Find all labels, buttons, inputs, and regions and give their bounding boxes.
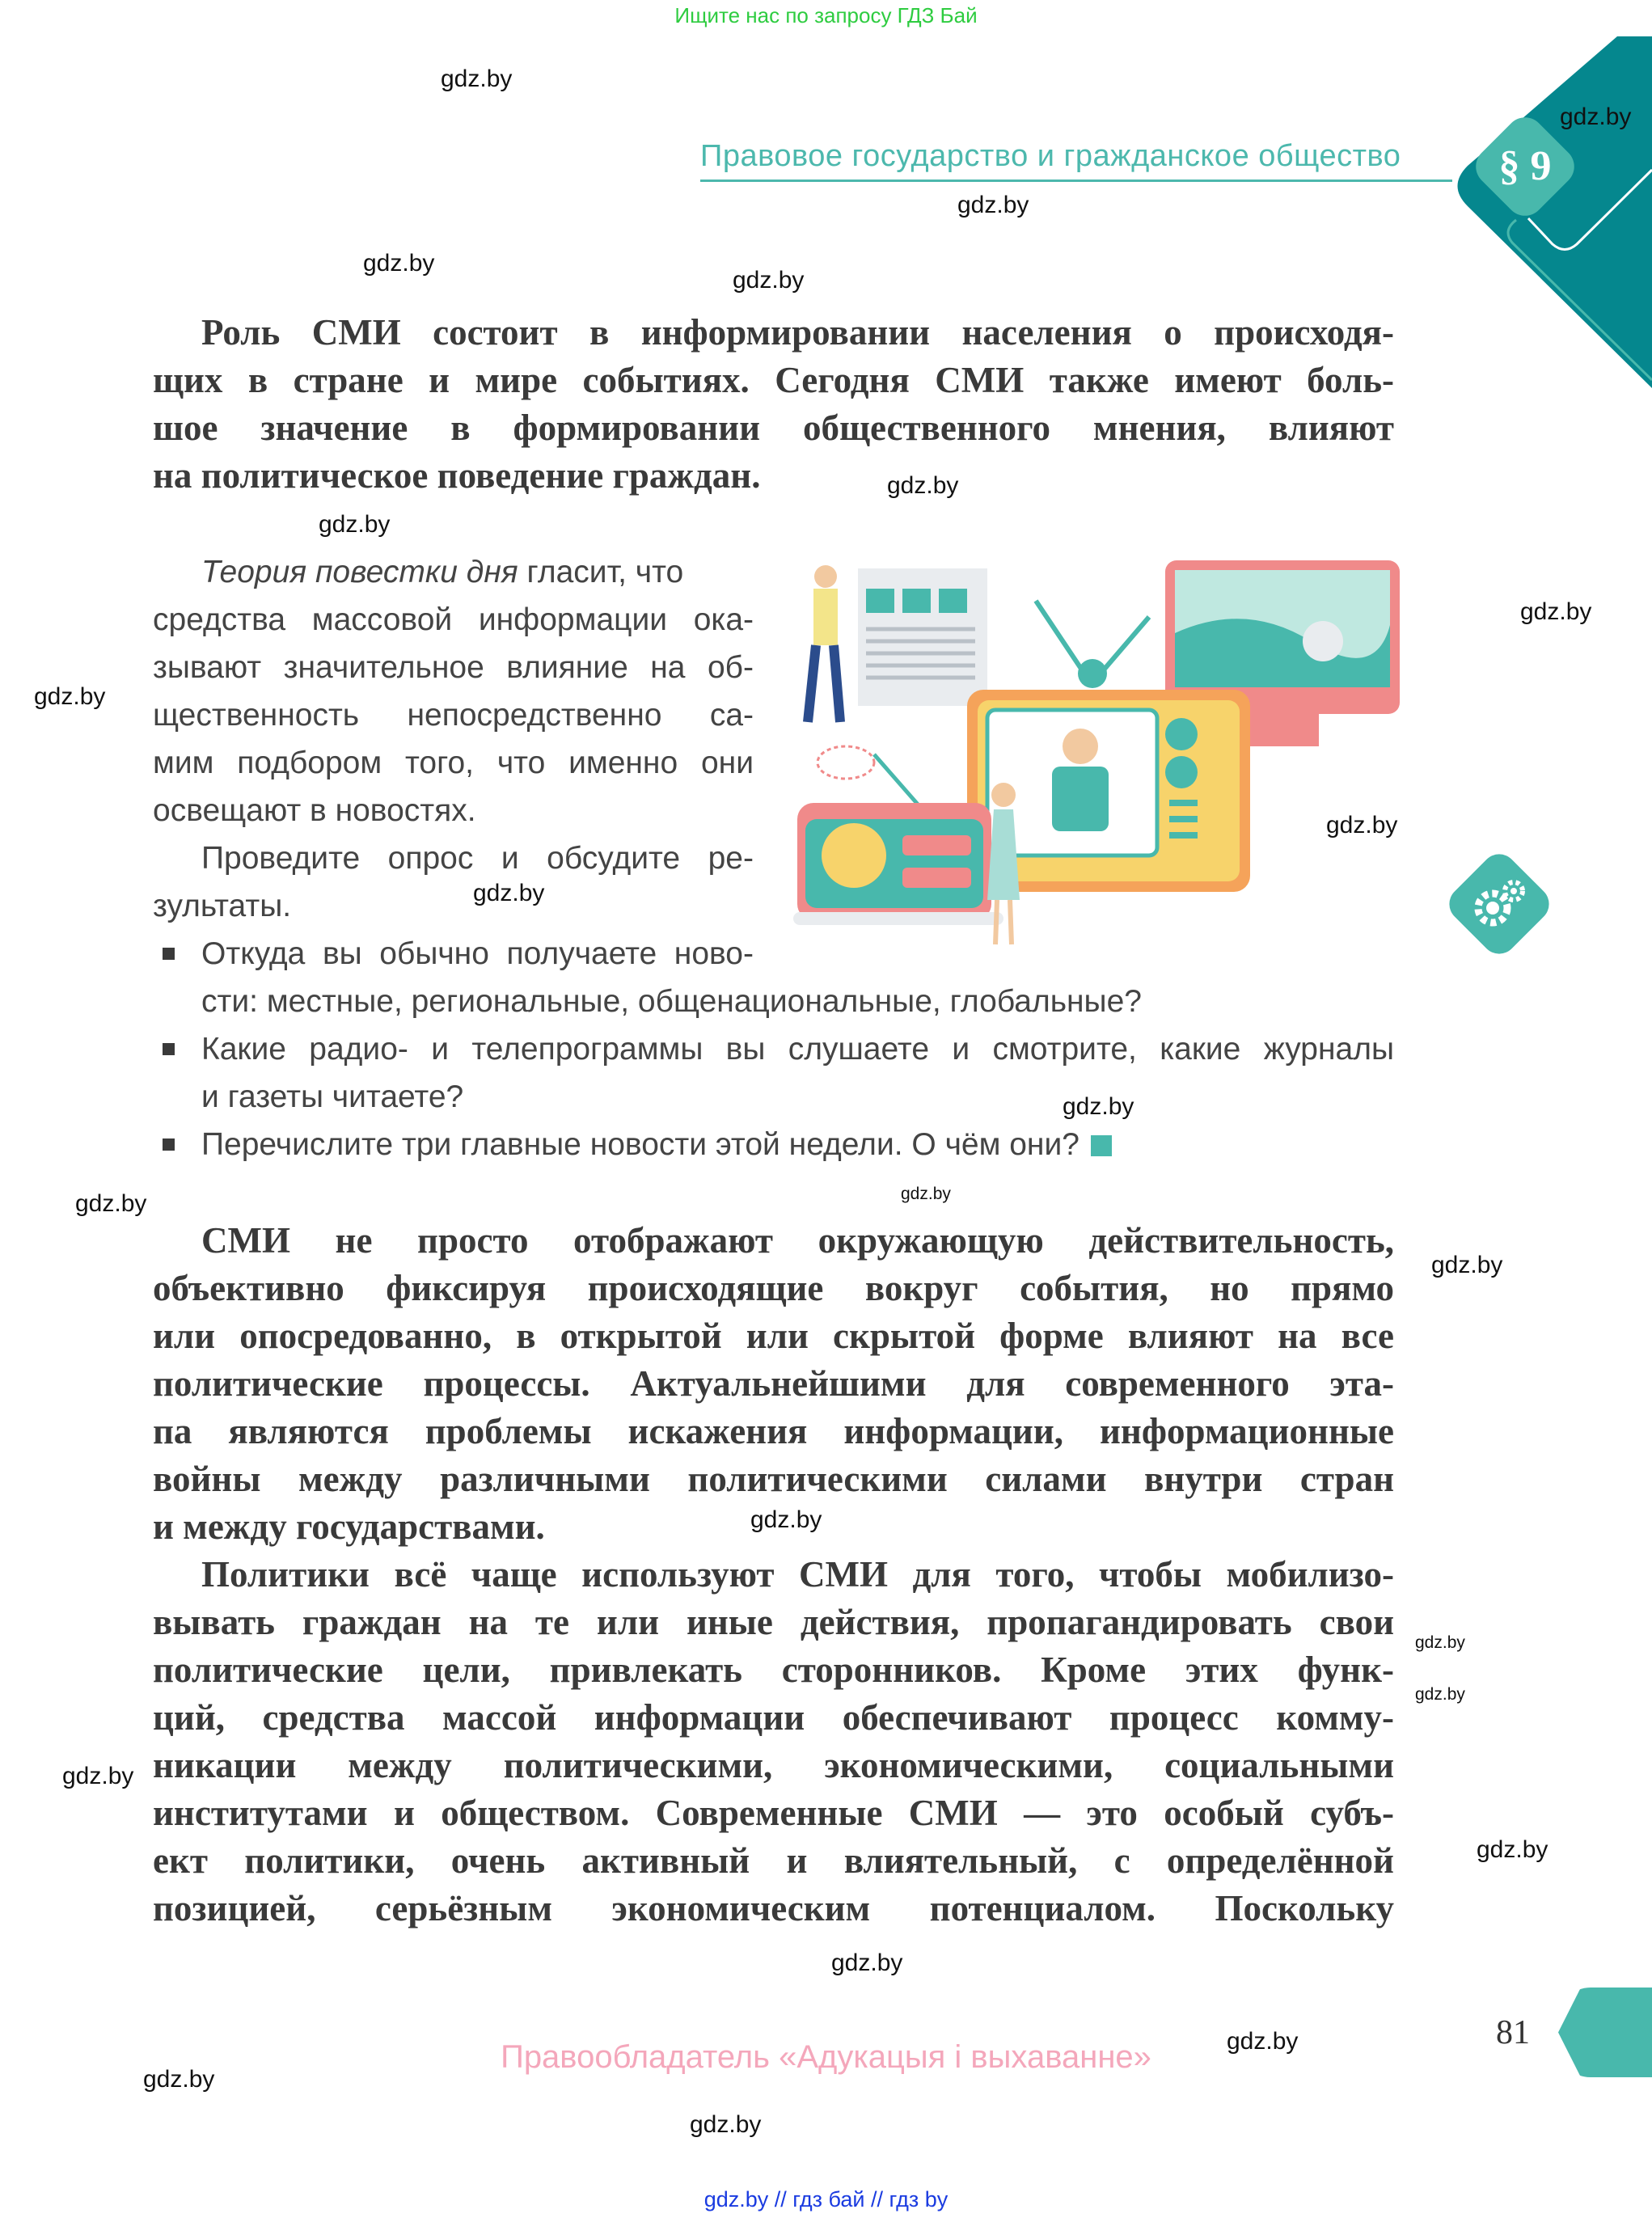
bullet-marker	[163, 1138, 175, 1151]
text-line: СМИ не просто отображают окружающую действительность,	[201, 1220, 1394, 1261]
watermark: gdz.by	[1063, 1093, 1134, 1120]
watermark: gdz.by	[690, 2111, 762, 2138]
text-line: позицией, серьёзным экономическим потенциалом. Поскольку	[153, 1888, 1394, 1928]
gears-icon	[1467, 872, 1532, 936]
text-line: на политическое поведение граждан.	[153, 455, 761, 496]
text-line: ект политики, очень активный и влиятельный, с определённой	[153, 1840, 1394, 1881]
watermark: gdz.by	[1227, 2028, 1299, 2055]
search-banner: Ищите нас по запросу ГДЗ Бай	[674, 3, 978, 27]
text-line: объективно фиксируя происходящие вокруг события, но прямо	[153, 1268, 1394, 1308]
header-rule	[700, 180, 1452, 182]
bullet-marker	[163, 948, 175, 960]
question-line: Откуда вы обычно получаете ново-	[201, 936, 754, 971]
end-of-task-icon	[1091, 1135, 1112, 1156]
text-line: войны между различными политическими силами внутри стран	[153, 1459, 1394, 1499]
text-line: освещают в новостях.	[153, 793, 476, 828]
watermark: gdz.by	[750, 1506, 822, 1533]
question-line: Какие радио- и телепрограммы вы слушаете и смотрите, какие журналы	[201, 1032, 1394, 1067]
watermark: gdz.by	[1415, 1633, 1465, 1652]
question-line: сти: местные, региональные, общенациональные, глобальные?	[201, 984, 1142, 1019]
watermark: gdz.by	[1477, 1836, 1548, 1863]
text-line: политические процессы. Актуальнейшими для современного эта-	[153, 1363, 1394, 1404]
watermark: gdz.by	[473, 880, 545, 906]
text-line: никации между политическими, экономическими, социальными	[153, 1745, 1394, 1785]
section-number: § 9	[1498, 143, 1552, 189]
text-line: щественность непосредственно са-	[153, 698, 754, 733]
question-line	[201, 1121, 1394, 1168]
page-number: 81	[1496, 2014, 1530, 2051]
watermark: gdz.by	[1415, 1685, 1465, 1704]
watermark: gdz.by	[957, 192, 1029, 218]
watermark: gdz.by	[831, 1950, 903, 1976]
agenda-term: Теория повестки дня	[201, 555, 518, 589]
question-text: Перечислите три главные новости этой недели. О чём они?	[201, 1127, 1080, 1162]
text-line: институтами и обществом. Современные СМИ — это особый субъ-	[153, 1793, 1394, 1833]
watermark: gdz.by	[363, 250, 435, 277]
bullet-marker	[163, 1043, 175, 1055]
text-line: Роль СМИ состоит в информировании населения о происходя-	[201, 312, 1394, 353]
text-line: щих в стране и мире событиях. Сегодня СМИ также имеют боль-	[153, 360, 1394, 400]
watermark: gdz.by	[1326, 812, 1398, 839]
text-line: зывают значительное влияние на об-	[153, 650, 754, 685]
copyright-notice: Правообладатель «Адукацыя і выхаванне»	[501, 2039, 1151, 2075]
text-line: ций, средства массой информации обеспечивают процесс комму-	[153, 1697, 1394, 1738]
media-illustration	[793, 552, 1408, 957]
question-line: и газеты читаете?	[201, 1079, 464, 1114]
watermark: gdz.by	[62, 1763, 134, 1789]
text-line: шое значение в формировании общественного мнения, влияют	[153, 408, 1394, 448]
watermark: gdz.by	[441, 65, 513, 92]
watermark: gdz.by	[75, 1190, 147, 1217]
watermark: gdz.by	[1560, 103, 1632, 130]
watermark: gdz.by	[319, 511, 391, 538]
chapter-title: Правовое государство и гражданское общество	[700, 139, 1401, 173]
agenda-first-line	[201, 548, 754, 596]
watermark: gdz.by	[901, 1185, 951, 1203]
text-line: политические цели, привлекать сторонников. Кроме этих функ-	[153, 1650, 1394, 1690]
watermark: gdz.by	[143, 2066, 215, 2093]
watermark: gdz.by	[733, 267, 805, 294]
text-line: Политики всё чаще используют СМИ для того, чтобы мобилизо-	[201, 1554, 1394, 1595]
watermark: gdz.by	[1520, 598, 1592, 625]
watermark: gdz.by	[34, 683, 106, 710]
text-line: мим подбором того, что именно они	[153, 746, 754, 780]
agenda-first-line-text: гласит, что	[518, 555, 684, 589]
text-line: Проведите опрос и обсудите ре-	[201, 841, 754, 876]
text-line: па являются проблемы искажения информации, информационные	[153, 1411, 1394, 1451]
watermark: gdz.by	[887, 472, 959, 499]
footer-links[interactable]: gdz.by // гдз бай // гдз by	[703, 2187, 949, 2211]
text-line: или опосредованно, в открытой или скрытой форме влияют на все	[153, 1316, 1394, 1356]
practice-badge	[1441, 846, 1557, 962]
text-line: и между государствами.	[153, 1506, 545, 1547]
watermark: gdz.by	[1431, 1252, 1503, 1278]
text-line: средства массовой информации ока-	[153, 602, 754, 637]
text-line: вывать граждан на те или иные действия, пропагандировать свои	[153, 1602, 1394, 1642]
text-line: зультаты.	[153, 889, 292, 923]
